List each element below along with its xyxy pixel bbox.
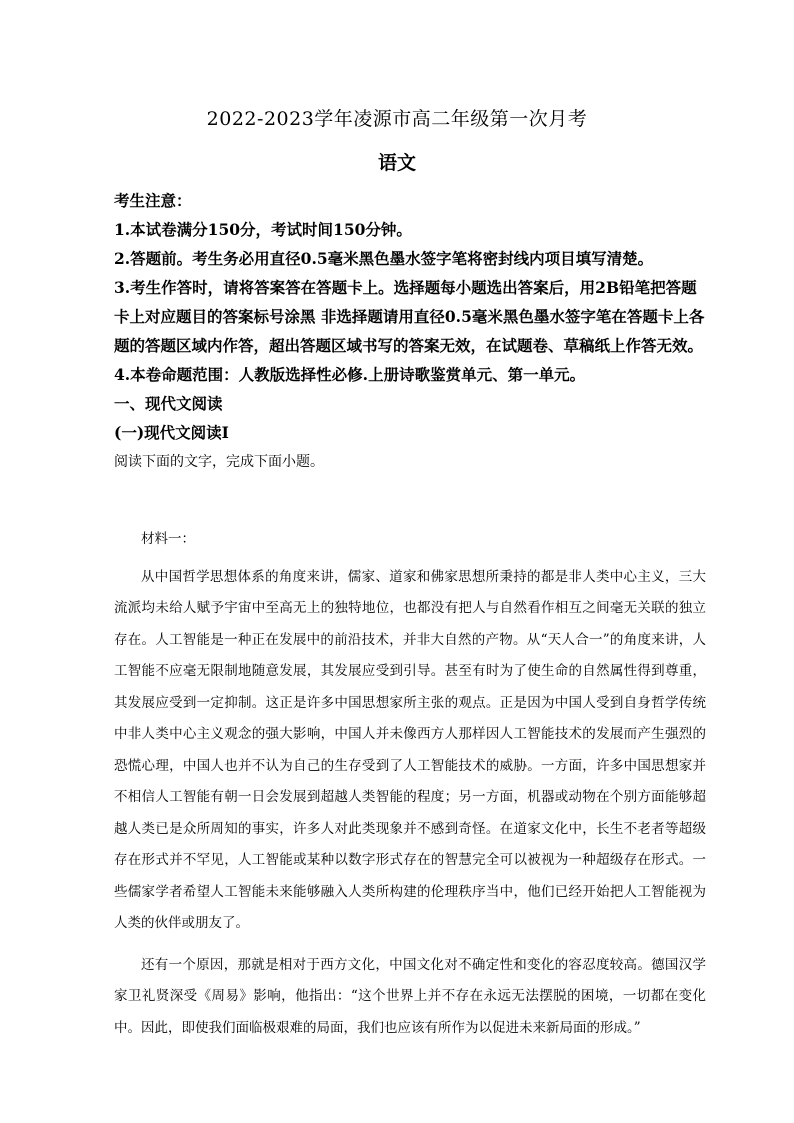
section-subheading: (一)现代文阅读Ⅰ — [114, 423, 229, 442]
notice-item: 2.答题前。考生务必用直径0.5毫米黑色墨水签字笔将密封线内项目填写清楚。 — [114, 249, 654, 268]
notice-item: 3.考生作答时，请将答案答在答题卡上。选择题每小题选出答案后，用2B铅笔把答题卡上对应题目的答案标号涂黑 非选择题请用直径0.5毫米黑色墨水签字笔在答题卡上各题的答题区域内作答，超出答题区域书写的答案无效，在试题卷、草稿纸上作答无效。 — [114, 278, 705, 355]
section-heading: 一、现代文阅读 — [114, 394, 223, 413]
subject-title: 语文 — [377, 152, 416, 174]
notice-heading: 考生注意： — [114, 191, 192, 210]
material-label: 材料一： — [141, 531, 195, 547]
material-block — [114, 524, 706, 1044]
material-paragraph: 从中国哲学思想体系的角度来讲，儒家、道家和佛家思想所秉持的都是非人类中心主义，三大流派均未给人赋予宇宙中至高无上的独特地位，也都没有把人与自然看作相互之间毫无关联的独立存在。人工智能是一种正在发展中的前沿技术，并非大自然的产物。从“天人合一”的角度来讲，人工智能不应毫无限制地随意发展，其发展应受到引导。甚至有时为了使生命的自然属性得到尊重，其发展应受到一定抑制。这正是许多中国思想家所主张的观点。正是因为中国人受到自身哲学传统中非人类中心主义观念的强大影响，中国人并未像西方人那样因人工智能技术的发展而产生强烈的恐慌心理，中国人也并不认为自己的生存受到了人工智能技术的威胁。一方面，许多中国思想家并不相信人工智能有朝一日会发展到超越人类智能的程度；另一方面，机器或动物在个别方面能够超越人类已是众所周知的事实，许多人对此类现象并不感到奇怪。在道家文化中，长生不老者等超级存在形式并不罕见，人工智能或某种以数字形式存在的智慧完全可以被视为一种超级存在形式。一些儒家学者希望人工智能未来能够融入人类所构建的伦理秩序当中，他们已经开始把人工智能视为人类的伙伴或朋友了。 — [114, 568, 706, 931]
notice-item: 4.本卷命题范围：人教版选择性必修.上册诗歌鉴赏单元、第一单元。 — [114, 365, 586, 384]
notice-block — [114, 186, 706, 477]
material-paragraph: 还有一个原因，那就是相对于西方文化，中国文化对不确定性和变化的容忍度较高。德国汉学家卫礼贤深受《周易》影响，他指出：“这个世界上并不存在永远无法摆脱的困境，一切都在变化中。因此，即使我们面临极艰难的局面，我们也应该有所作为以促进未来新局面的形成。” — [114, 956, 706, 1036]
exam-title: 2022-2023学年凌源市高二年级第一次月考 — [206, 108, 588, 130]
notice-item: 1.本试卷满分150分，考试时间150分钟。 — [114, 220, 412, 239]
reading-instruction: 阅读下面的文字，完成下面小题。 — [114, 454, 324, 470]
